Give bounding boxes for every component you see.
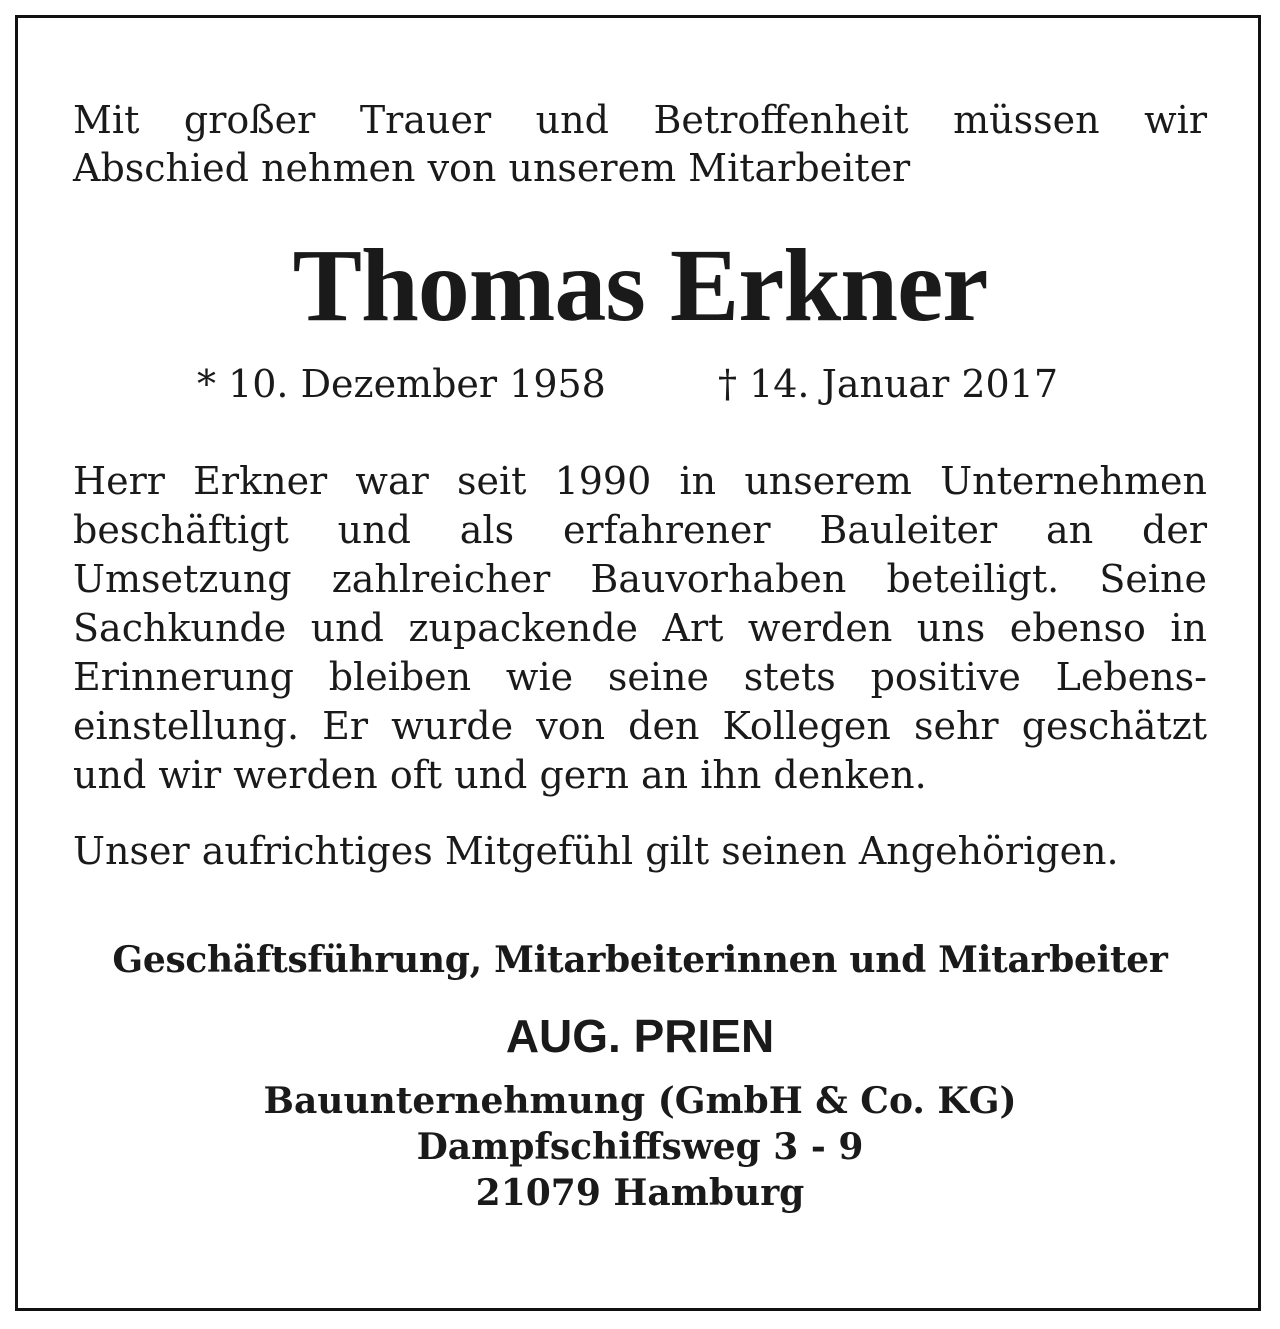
- intro-text: [73, 96, 1207, 192]
- tribute-line: Umsetzung zahlreicher Bauvorhaben beteiligt. Seine: [73, 557, 1207, 601]
- deceased-name: Thomas Erkner: [292, 228, 988, 343]
- company-type: Bauunternehmung (GmbH & Co. KG): [263, 1080, 1017, 1122]
- signoff: Geschäftsführung, Mitarbeiterinnen und Mitarbeiter: [112, 939, 1168, 981]
- tribute-line: Herr Erkner war seit 1990 in unserem Unternehmen: [73, 459, 1207, 503]
- tribute-line: einstellung. Er wurde von den Kollegen sehr geschätzt: [73, 704, 1207, 748]
- company-street: Dampfschiffsweg 3 - 9: [416, 1126, 864, 1168]
- tribute-line: Sachkunde und zupackende Art werden uns ebenso in: [73, 606, 1207, 650]
- tribute-line: beschäftigt und als erfahrener Bauleiter an der: [73, 508, 1207, 552]
- intro-line-1: Mit großer Trauer und Betroffenheit müssen wir: [73, 98, 1207, 142]
- condolence-line: Unser aufrichtiges Mitgefühl gilt seinen Angehörigen.: [73, 829, 1119, 873]
- company-name: AUG. PRIEN: [505, 1010, 775, 1062]
- intro-line-2: Abschied nehmen von unserem Mitarbeiter: [73, 146, 911, 190]
- tribute-paragraph: [73, 457, 1207, 800]
- company-address: [0, 1078, 1280, 1216]
- tribute-line: und wir werden oft und gern an ihn denken.: [73, 753, 927, 797]
- tribute-line: Erinnerung bleiben wie seine stets positive Lebens-: [73, 655, 1207, 699]
- death-date: † 14. Januar 2017: [718, 362, 1059, 406]
- company-city: 21079 Hamburg: [475, 1172, 805, 1214]
- birth-date: * 10. Dezember 1958: [197, 362, 606, 406]
